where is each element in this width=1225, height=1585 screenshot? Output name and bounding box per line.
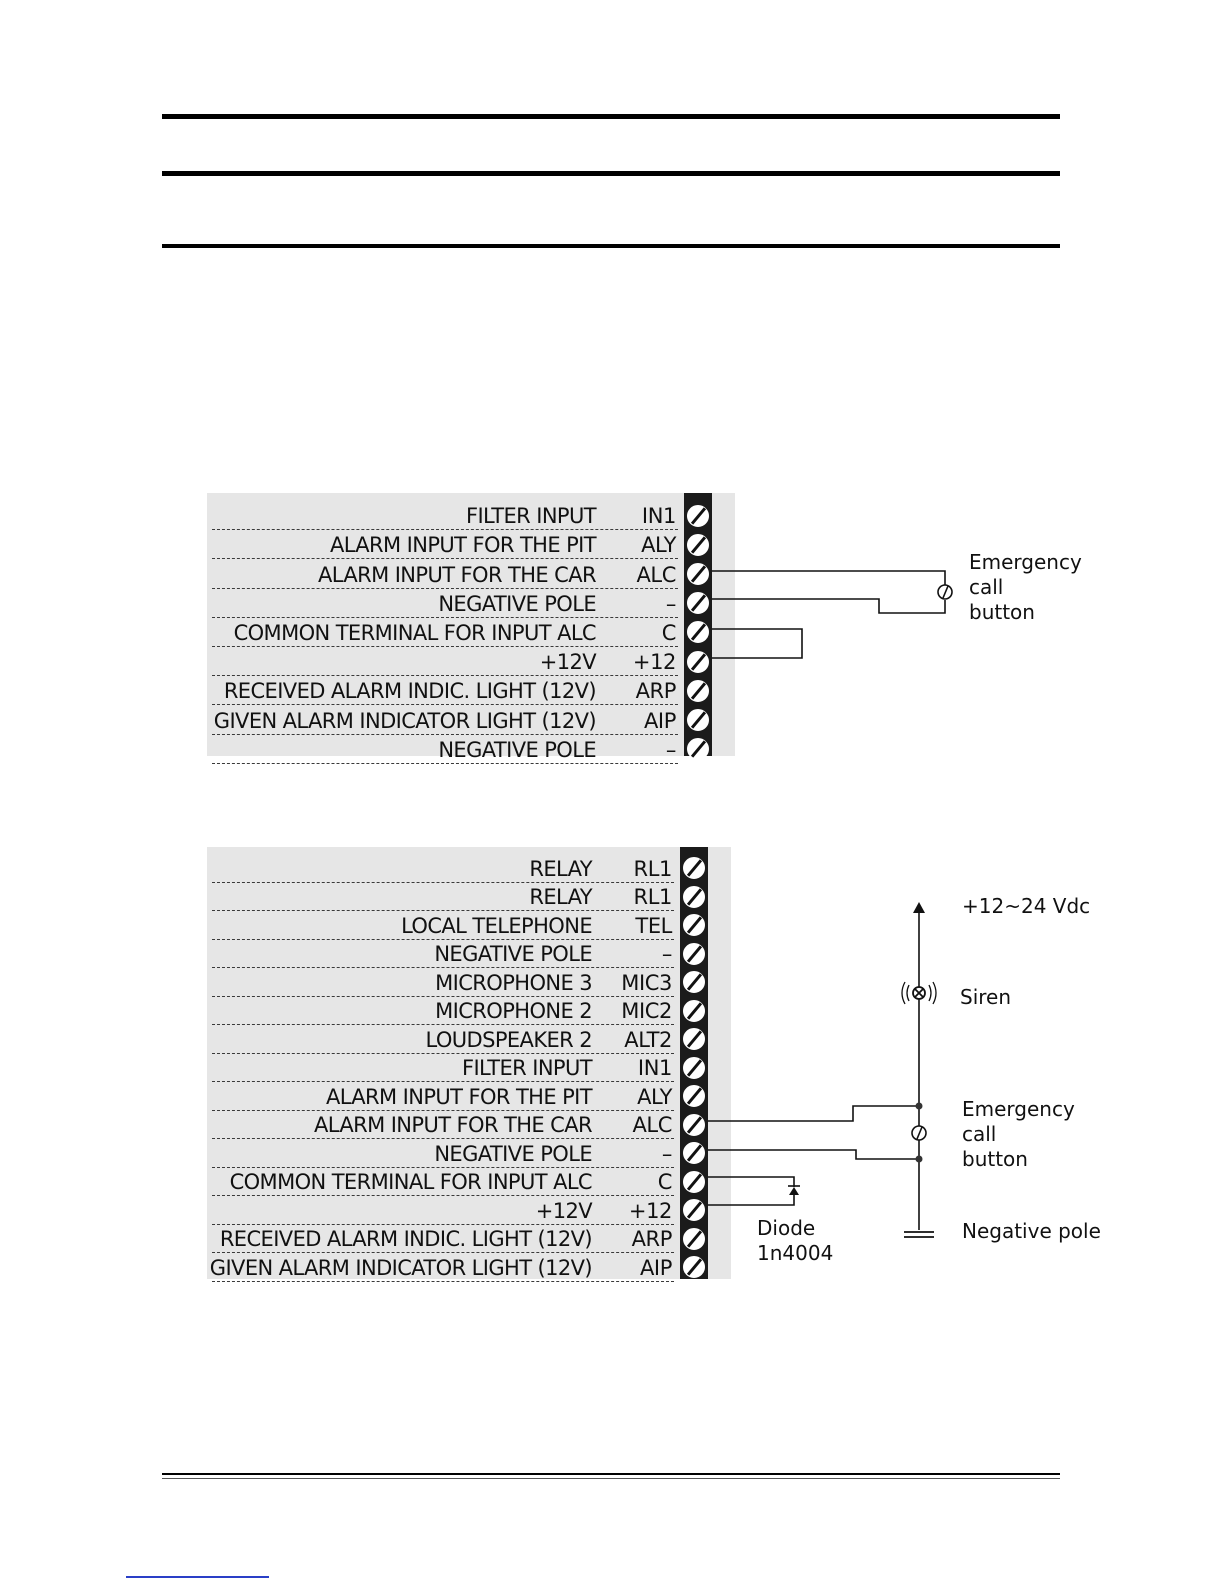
terminal-code: RL1 (633, 856, 672, 881)
supply-voltage-label: +12~24 Vdc (962, 894, 1091, 918)
terminal-label: GIVEN ALARM INDICATOR LIGHT (12V) (213, 708, 596, 733)
terminal-code: ARP (631, 1227, 672, 1251)
terminal-code: MIC3 (621, 970, 672, 995)
terminal-code: AIP (639, 1255, 672, 1280)
terminal-code: – (665, 591, 676, 616)
terminal-label: +12V (535, 1198, 592, 1223)
terminal-label: FILTER INPUT (461, 1056, 592, 1080)
junction-dot-top (916, 1103, 923, 1110)
terminal-label: NEGATIVE POLE (434, 1141, 592, 1166)
terminal-code: ALT2 (624, 1027, 672, 1052)
diode-label-line2: 1n4004 (757, 1241, 834, 1265)
terminal-code: MIC2 (621, 999, 672, 1023)
terminal-code: – (661, 1141, 672, 1166)
terminal-label: RELAY (529, 885, 592, 909)
terminal-code: ALC (632, 1113, 672, 1137)
emergency-button-label-line2: call (962, 1122, 997, 1146)
terminal-label: LOCAL TELEPHONE (401, 913, 592, 938)
emergency-button-icon-1 (938, 585, 952, 599)
emergency-button-label-line3: button (969, 600, 1035, 624)
terminal-code: ARP (635, 679, 676, 704)
terminal-code: RL1 (633, 885, 672, 909)
terminal-label: LOUDSPEAKER 2 (425, 1027, 592, 1052)
terminal-label: NEGATIVE POLE (434, 942, 592, 966)
terminal-label: GIVEN ALARM INDICATOR LIGHT (12V) (209, 1255, 592, 1280)
diode-icon (788, 1186, 800, 1195)
terminal-label: NEGATIVE POLE (438, 591, 596, 616)
terminal-code: – (661, 942, 672, 966)
terminal-code: – (665, 737, 676, 762)
terminal-label: FILTER INPUT (465, 504, 596, 529)
terminal-code: TEL (635, 913, 672, 938)
terminal-label: ALARM INPUT FOR THE PIT (325, 1084, 592, 1109)
terminal-code: IN1 (637, 1056, 672, 1080)
terminal-code: IN1 (641, 504, 676, 529)
supply-arrow-icon (913, 902, 925, 913)
terminal-label: COMMON TERMINAL FOR INPUT ALC (229, 1170, 592, 1194)
terminal-label: ALARM INPUT FOR THE CAR (318, 562, 596, 587)
negative-pole-label: Negative pole (962, 1219, 1101, 1243)
ground-icon (904, 1232, 934, 1237)
terminal-code: AIP (643, 708, 676, 733)
terminal-label: RECEIVED ALARM INDIC. LIGHT (12V) (223, 679, 596, 704)
emergency-button-label-line3: button (962, 1147, 1028, 1171)
terminal-label: ALARM INPUT FOR THE PIT (329, 533, 596, 558)
terminal-code: C (661, 620, 676, 645)
terminal-code: C (657, 1170, 672, 1194)
terminal-code: +12 (628, 1198, 672, 1223)
emergency-button-label-line1: Emergency (962, 1097, 1075, 1121)
terminal-label: NEGATIVE POLE (438, 737, 596, 762)
wire-jumper-c-12-1 (712, 629, 802, 658)
emergency-button-icon-2 (912, 1126, 926, 1140)
wire-neg-to-button-2 (708, 1150, 919, 1159)
wire-neg-to-button-1 (712, 599, 945, 613)
terminal-label: RECEIVED ALARM INDIC. LIGHT (12V) (219, 1227, 592, 1251)
wire-alc-to-button-1 (712, 571, 945, 585)
wire-diode-c (708, 1177, 794, 1187)
terminal-label: +12V (539, 650, 596, 675)
terminal-label: MICROPHONE 2 (435, 999, 592, 1023)
terminal-label: COMMON TERMINAL FOR INPUT ALC (233, 620, 596, 645)
terminal-code: ALY (637, 1084, 672, 1109)
terminal-code: ALY (641, 533, 676, 558)
footer-rule-thick (162, 1473, 1060, 1475)
junction-dot-bottom (916, 1156, 923, 1163)
wire-alc-to-button-2 (708, 1106, 919, 1121)
footer-link-underline (126, 1576, 269, 1578)
terminal-label: ALARM INPUT FOR THE CAR (314, 1113, 592, 1137)
terminal-label: MICROPHONE 3 (435, 970, 592, 995)
terminal-label: RELAY (529, 856, 592, 881)
footer-rule-thin (162, 1478, 1060, 1479)
siren-label: Siren (960, 985, 1012, 1009)
emergency-button-label-line1: Emergency (969, 550, 1082, 574)
terminal-code: +12 (632, 650, 676, 675)
emergency-button-label-line2: call (969, 575, 1004, 599)
terminal-code: ALC (636, 562, 676, 587)
diode-label-line1: Diode (757, 1216, 816, 1240)
wire-diode-12 (708, 1195, 794, 1205)
